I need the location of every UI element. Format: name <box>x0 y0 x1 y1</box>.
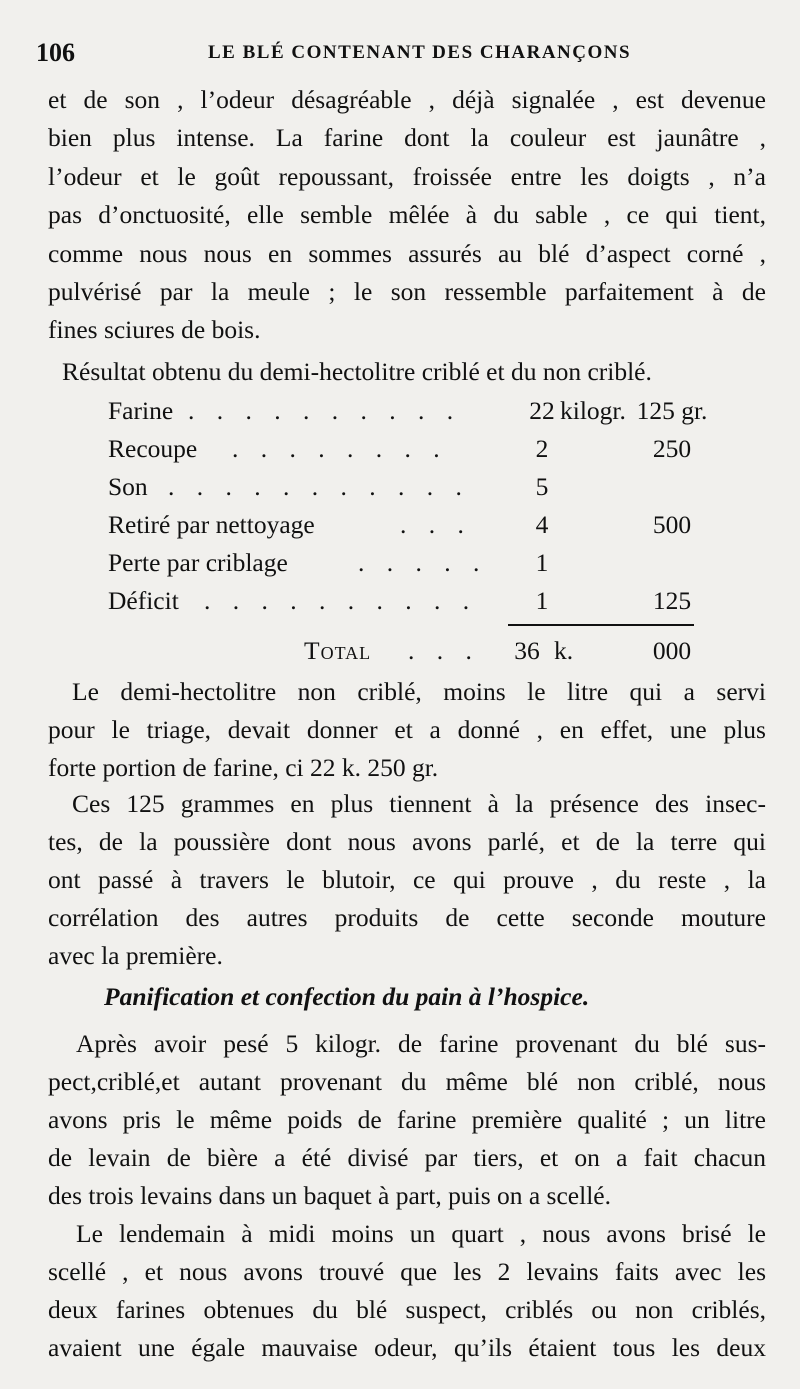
row-label: Retiré par nettoyage <box>108 510 315 539</box>
text-line: tes, de la poussière dont nous avons parlé, et de la terre qui <box>48 827 766 856</box>
table-row <box>108 430 708 468</box>
table-row <box>108 544 708 582</box>
text-line: pulvérisé par la meule ; le son ressemble parfaitement à de <box>48 277 766 306</box>
leader-dots: . . . . . . . . . . <box>188 396 462 425</box>
running-head: LE BLÉ CONTENANT DES CHARANÇONS <box>208 42 632 63</box>
text-line: de levain de bière a été divisé par tiers, et on a fait chacun <box>48 1143 766 1172</box>
row-kilograms: 2 <box>535 434 549 463</box>
row-label: Son <box>108 472 148 501</box>
leader-dots: . . . . . . . . . . . <box>168 472 470 501</box>
table-row <box>108 506 708 544</box>
text-line: comme nous nous en sommes assurés au blé d’aspect corné , <box>48 239 766 268</box>
text-line: Le lendemain à midi moins un quart , nous avons brisé le <box>76 1219 766 1248</box>
row-label: Perte par criblage <box>108 548 288 577</box>
row-grams: 125 gr. <box>636 396 708 425</box>
page-number: 106 <box>36 38 75 67</box>
leader-dots: . . . . . . . . <box>232 434 448 463</box>
row-label: Farine <box>108 396 174 425</box>
leader-dots: . . . . . <box>358 548 488 577</box>
row-grams: 500 <box>652 510 692 539</box>
text-line: corrélation des autres produits de cette seconde mouture <box>48 903 766 932</box>
table-row <box>108 582 708 620</box>
row-kilograms: 1 <box>535 548 549 577</box>
text-line: l’odeur et le goût repoussant, froissée entre les doigts , n’a <box>48 162 766 191</box>
total-label: Total <box>304 636 372 665</box>
text-line: deux farines obtenues du blé suspect, criblés ou non criblés, <box>48 1295 766 1324</box>
row-unit: kilogr. <box>560 396 626 425</box>
row-kilograms: 22 <box>529 396 555 425</box>
row-kilograms: 1 <box>535 586 549 615</box>
total-rule <box>508 624 694 626</box>
row-grams: 125 <box>652 586 692 615</box>
text-line: avons pris le même poids de farine première qualité ; un litre <box>48 1105 766 1134</box>
leader-dots: . . . <box>400 510 472 539</box>
text-line: pas d’onctuosité, elle semble mêlée à du sable , ce qui tient, <box>48 200 766 229</box>
table-intro: Résultat obtenu du demi-hectolitre criblé et du non criblé. <box>62 357 652 386</box>
text-line: Le demi-hectolitre non criblé, moins le litre qui a servi <box>72 677 766 706</box>
text-line: fines sciures de bois. <box>48 315 261 344</box>
table-row <box>108 468 708 506</box>
text-line: et de son , l’odeur désagréable , déjà signalée , est devenue <box>48 85 766 114</box>
table-total-row <box>108 632 708 670</box>
section-heading: Panification et confection du pain à l’hospice. <box>104 982 590 1011</box>
row-kilograms: 5 <box>535 472 549 501</box>
page-header <box>36 38 766 72</box>
text-line: avaient une égale mauvaise odeur, qu’ils étaient tous les deux <box>48 1333 766 1362</box>
text-line: scellé , et nous avons trouvé que les 2 levains faits avec les <box>48 1257 766 1286</box>
leader-dots: . . . <box>408 636 480 665</box>
text-line: bien plus intense. La farine dont la couleur est jaunâtre , <box>48 123 766 152</box>
text-line: avec la première. <box>48 941 223 970</box>
total-unit: k. <box>554 636 574 665</box>
row-grams: 250 <box>652 434 692 463</box>
text-line: Après avoir pesé 5 kilogr. de farine provenant du blé sus- <box>76 1029 766 1058</box>
text-line: pour le triage, devait donner et a donné , en effet, une plus <box>48 715 766 744</box>
leader-dots: . . . . . . . . . . <box>204 586 478 615</box>
text-line: des trois levains dans un baquet à part, puis on a scellé. <box>48 1181 611 1210</box>
row-label: Déficit <box>108 586 179 615</box>
total-grams: 000 <box>652 636 692 665</box>
text-line: forte portion de farine, ci 22 k. 250 gr. <box>48 753 439 782</box>
row-label: Recoupe <box>108 434 198 463</box>
table-row <box>108 392 708 430</box>
text-line: pect,criblé,et autant provenant du même blé non criblé, nous <box>48 1067 766 1096</box>
total-kilograms: 36 <box>514 636 540 665</box>
text-line: Ces 125 grammes en plus tiennent à la présence des insec- <box>72 789 766 818</box>
text-line: ont passé à travers le blutoir, ce qui prouve , du reste , la <box>48 865 766 894</box>
row-kilograms: 4 <box>535 510 549 539</box>
